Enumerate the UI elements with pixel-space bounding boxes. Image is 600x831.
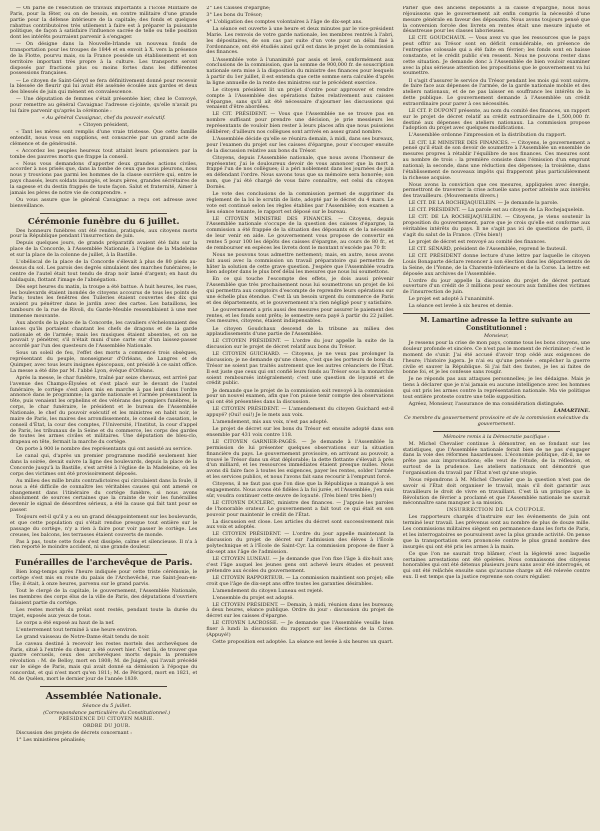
- paragraph: Cette proposition est adoptée. La séance est levée à six heures un quart.: [212, 639, 394, 646]
- paragraph: Citoyens, il ne faut pas que l'on dise que la République a manqué à ses engagements. Nous avons été fidèles à la foi jurée, et l'Assemblée, j'en suis sûr, voudra continuer cette œuvre de loyauté. (Très bien! très bien!): [206, 481, 394, 499]
- section-title: Cérémonie funèbre du 6 juillet.: [27, 216, 180, 227]
- paragraph: La séance est ouverte à une heure et deux minutes par le vice-président Marie. Les renvois de votre garde nationale, les membres rentrés à l'abri, les dépositaires, de son cas par suite d'un vote pour un délai fixé à l'ordonnance, ont été étudiés ainsi qu'il est dans le projet de la commission des finances.: [206, 26, 394, 56]
- paragraph: LE CITOYEN PRÉSIDENT. — L'ordre du jour appelle la suite de la discussion sur le projet de décret relatif aux bons du Trésor.: [206, 338, 394, 351]
- paragraph: Dès sept heures du matin, la troupe a été battue. À huit heures, les rues, les boulevards étaient inondés de citoyens accourus de tous les points de Paris; toutes les fenêtres des Tuileries étaient couvertes des dix qui avaient pu pénétrer dans le jardin avec des cartes. Les bataillons, les tambours de la rue de Rivoli, du Garde-Meuble ressemblaient à une mer immense mouvante.: [10, 283, 198, 319]
- paragraph: L'Assemblée vote à l'unanimité par assis et levé, conformément aux conclusions de la commission, que la somme de 900,000 fr. de souscription nationale sera mise à la disposition du ministre des finances pour lesquels à partir du 1er juillet, il est entendu que cette somme sera calculée d'après la ligne annuelle de la rente des ministres sur le précédent exercice.: [206, 56, 394, 86]
- paragraph: LE CIT. PRÉSIDENT. — La parole est au citoyen de La Rochejaquelein.: [408, 207, 585, 214]
- section-subtitle: INSURRECTION DE LA COUPOLE.: [446, 507, 546, 514]
- paragraph: Nous ne pouvons tous admettre nettement; mais, en autre, nous avons fait aussi avec la commission un travail préparatoire qui permettra de hâter la solution de cette grave question. J'espère que l'Assemblée voudra bien adopter dans le plus bref délai les mesures que nous lui soumettons.: [206, 251, 394, 276]
- section-divider: [403, 313, 590, 314]
- paragraph: LE CIT. DE LA ROCHEJAQUELEIN. — Citoyens, je viens soutenir la proposition du gouvernement, parce que je crois qu'elle est conforme aux véritables intérêts du pays. Il ne s'agit pas ici de questions de parti, il s'agit du salut de la France. (Très bien!): [402, 214, 590, 238]
- paragraph: Parler que des anciens déposants à la caisse d'épargne, nous nous réjouissons que le gouvernement ait enfin compris la nécessité d'une mesure générale en faveur des déposants. Nous avons toujours pensé que la conversion forcée des livrets en rentes était une mesure injuste et désastreuse pour les classes laborieuses.: [402, 6, 590, 35]
- paragraph: LE CIT. DE LA ROCHEJAQUELEIN. — Je demande la parole.: [408, 200, 559, 207]
- paragraph: Le citoyen président lit un projet d'ordre pour approuver et rendre compte à l'Assemblée des opérations faites relativement aux caisses d'épargne, sans qu'il ait été nécessaire d'ajourner les discussions qui venaient d'être abordées.: [206, 86, 394, 111]
- paragraph: LE CIT. GOUDCHAUX. — Vous avez vu que les ressources que le pays peut offrir au Trésor sont en déficit considérable, en présence de l'entreprise colossale qui a été faite en février; les fonds sont en baisse constante, et le crédit public s'en ressent. Nous ne pouvons rester dans cette situation. Je demande donc à l'Assemblée de bien vouloir examiner avec la plus sérieuse attention les propositions que le gouvernement va lui soumettre.: [402, 35, 590, 77]
- paragraph: Sous un soleil de feu, l'effet des morts a commencé trois obsèques, représentant du peuple, monseigneur d'Orléans, de Langres et de Quimper, avec tous leurs insignes épiscopaux, ont présidé à ce saint office. La messe a été dite par M. l'abbé Lyon, évêque d'Orléans.: [10, 350, 198, 374]
- paragraph: Je demande que le projet de la commission soit renvoyé à la commission pour un nouvel examen, afin que l'on puisse tenir compte des observations qui ont été présentées dans la discussion.: [206, 387, 394, 406]
- paragraph: L'Assemblée décide qu'elle se réunira demain, à midi, dans ses bureaux, pour l'examen du projet sur les caisses d'épargne, pour s'occuper ensuite de la discussion relative aux bons du Trésor.: [206, 136, 394, 154]
- paragraph: Des honneurs funèbres ont été rendus, pratiqués, aux citoyens morts pour la République pendant l'insurrection de juin.: [10, 227, 198, 240]
- section-subtitle: Mémoire remis à la Démocratie pacifique :: [443, 433, 550, 440]
- paragraph: LE CITOYEN LUNEAU. — Je demande que l'on fixe l'âge à dix-huit ans; c'est l'âge auquel les jeunes gens ont achevé leurs études et peuvent prétendre aux écoles du gouvernement.: [206, 555, 394, 574]
- paragraph: « Nous vous demandons d'apporter deux grandes actions civiles, accorder à nos prisés que, dans la tombe de ceux que nous pleurons, nous nous y trouvions pas parmi les hommes de la classe ouvrière qui, entre le pays chassés, leurs soldats insurgés, et leurs pères, grandes sécrétaires de la sagesse et du destin frappés de toute façon. Salut et fraternité, Aimer à jamais les pères de notre vie de comprendre. »: [10, 160, 198, 196]
- list-item: 4° L'obligation des comptes volontaires à l'âge de dix-sept ans.: [206, 19, 363, 26]
- address-heading: « Au général Cavaignac, chef du pouvoir exécutif.: [41, 114, 166, 121]
- paragraph: — On parle de l'exécution de travaux importants à l'École Militaire de Paris, pour la fêter, ou on de besoin, en contre militaire d'une grande partie pour la défense intérieure de la capitale; des fonds et quelques rabattus contributoires très utilement à faire est à préparer la puissante politique, de façon à satisfaire l'influence sacrée de telle ou telle position dont les intérêts pourraient parvenir à s'engager.: [10, 6, 198, 41]
- paragraph: LE CITOYEN PRÉSIDENT. — L'ordre du jour appelle maintenant la discussion du projet de décret sur l'admission des élèves à l'École polytechnique et à l'École de Saint-Cyr. La commission propose de fixer à dix-sept ans l'âge de l'admission.: [206, 531, 394, 555]
- paragraph: LE CIT. LE MINISTRE DES FINANCES. — Citoyens, le gouvernement a pensé qu'il était de son devoir de soumettre à l'Assemblée un ensemble de mesures propres à rétablir l'équilibre de nos finances. Ces mesures sont au nombre de trois : la première consiste dans l'émission d'un emprunt national; la seconde, dans une réduction des dépenses; la troisième, dans l'établissement de nouveaux impôts qui frapperont plus particulièrement la richesse acquise.: [402, 139, 590, 181]
- paragraph: L'amendement, mis aux voix, n'est pas adopté.: [212, 419, 329, 426]
- signature: LAMARTINE.: [553, 408, 590, 415]
- column-3: [403, 6, 590, 827]
- section-title-assembly: Assemblée Nationale.: [45, 690, 162, 702]
- paragraph: Ce que l'on ne saurait trop blâmer, c'est la légèreté avec laquelle certaines arrestations ont été opérées. Nous connaissons des citoyens honorables qui ont été détenus plusieurs jours sans avoir été interrogés, et qui ont été relâchés ensuite sans qu'aucune charge ait été relevée contre eux. Il est temps que la justice reprenne son cours régulier.: [402, 550, 590, 581]
- paragraph: LE CITOYEN DUCLERC, ministre des finances. — J'appuie les paroles de l'honorable orateur. Le gouvernement a fait tout ce qui était en son pouvoir pour maintenir le crédit de l'État.: [206, 499, 394, 518]
- paragraph: En ce qui touche l'escompte des effets, je dois aussi prévenir l'Assemblée que très prochainement nous lui soumettrons un projet de loi qui permettra aux comptoirs d'escompte de reprendre leurs opérations sur une échelle plus étendue. C'est là un besoin urgent du commerce de Paris et des départements, et le gouvernement n'a rien négligé pour y satisfaire.: [206, 276, 394, 306]
- paragraph: Citoyens, depuis l'Assemblée nationale, que nous avons l'honneur de représenter, j'ai le douloureux devoir de vous annoncer que la mort a frappé l'un de nos collègues; il a péri noblement dans les journées de juin en défendant l'ordre. Nous savons tous que sa mémoire sera honorée; son nom, que j'ai été chargé de vous faire connaître, est celui du citoyen Dornès.: [206, 154, 394, 190]
- paragraph: Le corps a été exposé au haut de la nef.: [16, 619, 115, 626]
- paragraph: Bien long-temps après l'heure indiquée pour cette triste cérémonie, le cortège s'est mis en route du palais de l'Archevêché, rue Saint-Jean-en-l'Île; il était, à onze heures, parvenu sur le grand parvis.: [10, 569, 198, 587]
- column-1: [10, 6, 197, 827]
- paragraph: Je ressens pour la crise de mon pays, comme tous les bons citoyens, une douleur profonde et sincère. Ce n'est pas le moment de récriminer; c'est le moment de s'unir. J'ai été accusé d'avoir trop cédé aux exigences de l'heure; l'histoire jugera. Je n'ai eu qu'une pensée : empêcher la guerre civile et sauver la République. Si j'ai fait des fautes, je les ai faites de bonne foi, et je les confesse sans rougir.: [402, 340, 590, 376]
- salutation: Monsieur,: [484, 333, 509, 340]
- paragraph: Discussion des projets de décrets concernant :: [16, 730, 132, 737]
- paragraph: « Accordez les peuples heureux tout attaint leurs prisonniers par la tombe des pauvres morts que frappe la conseil.: [10, 147, 198, 160]
- paragraph: 1° Les ministères pénalisés;: [16, 737, 86, 744]
- paragraph: Pas à pas, toute cette foule s'est dissipée, calme et silencieuse. Il n'a à rien reporté le moindre accident, ni une grande douleur.: [10, 538, 198, 551]
- paragraph: L'Assemblée ordonne l'impression et la distribution du rapport.: [408, 132, 567, 139]
- paragraph: « Tant les mères sont remplis d'une vraie tristesse. Que cette famille entendit, nous vous en supplions, est consacrée par un grand acte de clémence et de générosité.: [10, 129, 198, 147]
- paragraph: On porte à 900 le nombre des représentants qui ont assisté au service.: [16, 446, 193, 453]
- paragraph: L'enterrement tout terminé à une heure environ.: [16, 626, 138, 633]
- paragraph: Les rapporteurs chargés d'instruire sur les événements de juin ont terminé leur travail. Les prévenus sont au nombre de plus de douze mille. Les commissions militaires siègent en permanence dans les forts de Paris, et les interrogatoires se poursuivent avec la plus grande activité. On pense que la transportation sera prononcée contre le plus grand nombre des insurgés qui ont été pris les armes à la main.: [402, 514, 590, 550]
- paragraph: LE CIT. PRÉSIDENT donne lecture d'une lettre par laquelle le citoyen Louis Bonaparte déclare renoncer à son élection dans les départements de la Seine, de l'Yonne, de la Charente-Inférieure et de la Corse. La lettre est déposée aux archives de l'Assemblée.: [402, 253, 590, 277]
- paragraph: LE CITOYEN PRÉSIDENT. — L'amendement du citoyen Guichard est-il appuyé? (Oui! oui!) Je le mets aux voix.: [206, 406, 394, 419]
- paragraph: Le projet est adopté à l'unanimité.: [408, 296, 495, 303]
- paragraph: — Une députation de femmes s'était présentée hier, chez le Convoyé, pour remettre au général Cavaignac l'adresse ci-jointe, qu'elle n'avait pu lui faire parvenir qu'après la cérémonie :: [10, 96, 198, 114]
- section-title: Funérailles de l'archevêque de Paris.: [14, 558, 193, 569]
- paragraph: L'ensemble du projet est adopté.: [212, 594, 294, 601]
- paragraph: La discussion est close. Les articles du décret sont successivement mis aux voix et adoptés.: [206, 518, 394, 531]
- paragraph: — On désigne dans la Nouvelle-Irlande un nouveau fonds de transportation pour les troupes de 1844 et en envoit à X. vers la présence de la Flotte, pourvu mais, su la France possède un établissement et son territoire important très propre à la culture. Les transports seront disposés par fractions plus ou moins fortes dans les différentes possessions françaises.: [10, 41, 198, 77]
- section-divider: [40, 686, 167, 687]
- paragraph: Le caveau destiné à recevoir les restes mortels des archevêques de Paris, situé à l'entrée du chœur, a été ouvert hier. C'est là, de trouver que quatre cercueils, ceux des archevêques morts depuis la première révolution : M. de Belloy, mort en 1808; M. de Juigné, qui l'avait précédé sur le siège de Paris, mais qui avait donné sa démission à l'époque du concordat, et qui n'est mort qu'en 1811; M. de Périgord, mort en 1821, et M. de Quélen, mort le dernier jour de l'année 1839.: [10, 640, 198, 682]
- section-divider: [40, 554, 167, 555]
- paragraph: LE CITOYEN GUICHARD. — Citoyens, je ne veux pas prolonger la discussion; je ne demande qu'une chose, c'est que les porteurs de bons du Trésor ne soient pas traités autrement que les autres créanciers de l'État. Il est juste que ceux qui ont confié leurs fonds au Trésor sous la monarchie soient remboursés intégralement; c'est une question de loyauté et de crédit public.: [206, 351, 394, 387]
- paragraph: Le projet de décret est renvoyé au comité des finances.: [408, 238, 547, 245]
- paragraph: L'ordre du jour appelle la discussion du projet de décret portant ouverture d'un crédit de 3 millions pour secours aux familles des victimes de l'insurrection de juin.: [402, 277, 590, 296]
- paragraph: Le gouvernement a pris aussi des mesures pour assurer le paiement des rentes, et les fonds sont prêts; le semestre sera payé à partir du 22 juillet. Ces mesures, citoyens, étaient indispensables.: [206, 306, 394, 325]
- paragraph: LE CITOYEN PRÉSIDENT. — Demain, à midi, réunion dans les bureaux; à deux heures, séance publique. Ordre du jour : discussion du projet de décret sur les caisses d'épargne.: [206, 601, 394, 620]
- paragraph: Toujours est-il qu'il y a eu un grand désappointement sur les boulevards, et que cette population qui s'était rendue presque tout entière sur le passage du cortège, n'y a rien à faire pour voir passer le cortège. Les creuses, les balcons, les terrasses étaient couverts de monde.: [10, 514, 198, 538]
- paragraph: LE CITOYEN MINISTRE DES FINANCES. — Citoyens, depuis l'Assemblée nationale s'occupe de la question des caisses d'épargne, la commission a été frappée de la situation des déposants et de la nécessité de leur venir en aide. Le gouvernement vous propose de convertir en rentes 5 pour 100 les dépôts des caisses d'épargne, au cours de 80 fr., et de rembourser en espèces les livrets dont le montant n'excède pas 70 fr.: [206, 215, 394, 251]
- paragraph: Il s'agit d'assurer le service du Trésor pendant les mois qui vont suivre, de faire face aux dépenses de l'armée, de la garde nationale mobile et des ateliers nationaux, et de ne pas laisser en souffrance les intérêts de la dette publique. Le gouvernement demande à l'Assemblée un crédit extraordinaire pour parer à ces nécessités.: [402, 77, 590, 107]
- paragraph: Après la messe, le char funèbre, traîné par seize chevaux, est arrivé par l'avenue des Champs-Élysées et s'est placé sur le devant de l'autel funéraire; le cortège s'est alors mis en marche à pas lent dans l'ordre annoncé dans le programme; la garde nationale et l'armée présentaient la tête, puis venaient les orphelins et des vétérans des pompiers funèbres, le corps, le char funéraire, le président et le bureau de l'Assemblée Nationale, le chef du pouvoir exécutif et les ministres en habit noir, le maire de Paris, les maires des arrondissements, le conseil de cassation, le conseil d'État, la cour des comptes, l'Université, l'Institut, la cour d'appel de Paris, les tribunaux de la Seine et du commerce, les corps des gardes de toutes les armes civiles et militaires. Une députation de bleu-clo, drapeau en tête, fermait la marche du cortège.: [10, 374, 198, 446]
- paragraph: Le canal qui, d'après un premier programme modifié seulement hier dans la soirée, devait suivre la ligne des boulevards, depuis la place de la Concorde jusqu'à la Bastille, s'est arrêté à l'église de la Madeleine, où les corps des victimes ont été provisoirement déposés.: [10, 453, 198, 477]
- correspondence-note: (Correspondance particulière du Constitutionnel.): [43, 709, 171, 716]
- paragraph: LE CIT. PRÉSIDENT. — Vous que l'Assemblée ne se trouve pas en nombre suffisant pour prendre une décision, je prie messieurs les représentants de vouloir bien rester à leurs places afin que nous puissions délibérer; d'ailleurs nos collègues sont arrivés en assez grand nombre.: [206, 111, 394, 135]
- paragraph: — Le citoyen de Saint-Géryd se fera définitivement donné pour recevoir la blessée de fleurir qui lui avait été assénée écoulée aux gardes et deux des blessés de juin qui mènent en convalescence.: [10, 77, 198, 96]
- paragraph: Agréez, Monsieur, l'assurance de ma considération distinguée.: [408, 401, 565, 407]
- presidency: PRÉSIDENCE DU CITOYEN MARIE.: [58, 717, 155, 722]
- paragraph: LE CITOYEN RAPPORTEUR. — La commission maintient son projet; elle croit que l'âge de dix-sept ans offre toutes les garanties désirables.: [206, 574, 394, 587]
- list-item: 3° Les bons du Trésor;: [206, 12, 263, 19]
- paragraph: L'amendement du citoyen Luneau est rejeté.: [212, 587, 324, 594]
- paragraph: La séance est levée à six heures et demie.: [408, 303, 513, 310]
- paragraph: Tout le clergé de la capitale, le gouvernement, l'Assemblée Nationale, les membres des corps élus de la ville de Paris, des députations d'ouvriers faisaient partie du cortège.: [10, 588, 198, 606]
- paragraph: Aux abords de la place de la Concorde, les cavaliers s'échelonnaient des lances qu'ils portaient chantant les chefs de dragons et de la garde nationale et de l'armée; mais les musiques étaient absentes, et on ne pouvait y pénétrer, s'il n'était muni d'une carte sur d'un laissez-passer accordé par l'un des questeurs de l'Assemblée Nationale.: [10, 319, 198, 350]
- salutation: « Citoyen président,: [78, 121, 129, 128]
- paragraph: Les restes mortels du prélat sont restés, pendant toute la durée du trajet, exposés aux yeux de tous.: [10, 606, 198, 619]
- paragraph: Le citoyen Goudchaux descend de la tribune au milieu des applaudissements d'une partie de l'Assemblée.: [206, 325, 394, 338]
- paragraph: M. Michel Chevalier continue à démontrer, en se fondant sur les statistiques, que l'Assemblée nationale ferait bien de ne pas s'engager dans la voie des réformes hasardeuses. L'économie politique, dit-il, ne se prête pas aux improvisations; elle veut de l'étude, de la réflexion, et surtout de la prudence. Les ateliers nationaux ont démontré que l'organisation du travail par l'État n'est qu'une utopie.: [402, 440, 590, 476]
- paragraph: LE CIT. P. DUPONT présente, au nom du comité des finances, un rapport sur le projet de décret relatif au crédit extraordinaire de 1,500,000 fr. destiné aux dépenses des ateliers nationaux. La commission propose l'adoption du projet avec quelques modifications.: [402, 107, 590, 132]
- paragraph: Ou vous assure que le général Cavaignac a reçu cet adresse avec bienveillance.: [10, 196, 198, 209]
- paragraph: Le vote des conclusions de la commission permet de supprimer du règlement de la loi le scrutin de liste, adopté par le décret du 4 mars. Le vote est continué selon les règles établies par l'Assemblée; son examen a lieu séance tenante, le rapport est déposé sur le bureau.: [206, 191, 394, 215]
- order-of-day: ORDRE DU JOUR.: [82, 724, 131, 730]
- letter-title: M. Lamartine adresse la lettre suivante au Constitutionnel :: [420, 316, 573, 332]
- paragraph: Depuis quelques jours, de grands préparatifs avaient été faits sur la place de la Concorde, à l'Assemblée Nationale, à l'église de la Madeleine et sur la place de la colonne de juillet, à la Bastille.: [10, 240, 198, 259]
- paragraph: LE CITOYEN LACROSSE. — Je demande que l'Assemblée veuille bien fixer à lundi la discussion du rapport sur les élections de la Corse. (Appuyé!): [206, 620, 394, 639]
- paragraph: Nous répondrons à M. Michel Chevalier que la question n'est pas de savoir si l'État doit organiser le travail, mais s'il doit garantir aux travailleurs le droit de vivre en travaillant. C'est là un principe que la Révolution de février a proclamé et que l'Assemblée nationale ne saurait méconnaître sans manquer à sa mission.: [402, 477, 590, 507]
- paragraph: L'obéliscal de la place de la Concorde s'élevait à plus de 80 pieds au-dessus du sol. Les parois des degrés simulaient des marches funéraires; le centre de l'autel était tout tendu de drap noir lamé d'argent; en haut du baldaquin, flottant l'image de l'abnégation.: [10, 259, 198, 283]
- paragraph: Au milieu des mille bruits contradictoires qui circulaient dans la foule, il nous a été difficile de connaître les véritables causes qui ont amené ce changement dans l'itinéraire du cortège funèbre, si nous avons absolument de sources certaines que la crainte de voir les funérailles devenir le signal de désordres sérieux, a été la cause qui fait tant pour se passer.: [10, 477, 198, 514]
- section-divider: [40, 213, 167, 214]
- section-divider: [433, 431, 560, 432]
- column-2: [206, 6, 393, 827]
- paragraph: Nous avons la conviction que ces mesures, appliquées avec énergie, permettront de traverser la crise actuelle sans porter atteinte aux intérêts des travailleurs. (Mouvements divers.): [402, 181, 590, 200]
- session-date: Séance du 5 juillet.: [82, 702, 132, 709]
- paragraph: Je ne réponds pas aux attaques personnelles; je les dédaigne. Mais je tiens à déclarer que je n'ai jamais eu aucune intelligence avec les hommes qui ont pris les armes contre la représentation nationale. Ma vie politique tout entière proteste contre une telle supposition.: [402, 376, 590, 400]
- paragraph: Le projet de décret sur les bons du Trésor est ensuite adopté dans son ensemble par 431 voix contre 118.: [206, 426, 394, 438]
- signature-note: Ce membre du gouvernement provisoire et de la commission exécutive du gouvernement.: [404, 415, 589, 427]
- paragraph: LE CIT. SÉNARD, président de l'Assemblée, reprend le fauteuil.: [408, 245, 567, 252]
- list-item: 2° Les Caisses d'épargne;: [206, 6, 271, 11]
- paragraph: Le grand vaisseau de Notre-Dame était tendu de noir.: [16, 633, 150, 640]
- paragraph: LE CITOYEN GARNIER-PAGÈS. — Je demande à l'Assemblée la permission de lui présenter quelques observations sur la situation financière du pays. Le gouvernement provisoire, en arrivant au pouvoir, a trouvé le Trésor dans un état déplorable; la dette flottante s'élevait à près d'un milliard, et les ressources immédiates étaient presque nulles. Nous avons dû faire face à toutes les exigences, payer les rentes, solder l'armée et les services publics, et nous l'avons fait sans recourir à l'emprunt forcé.: [206, 439, 394, 481]
